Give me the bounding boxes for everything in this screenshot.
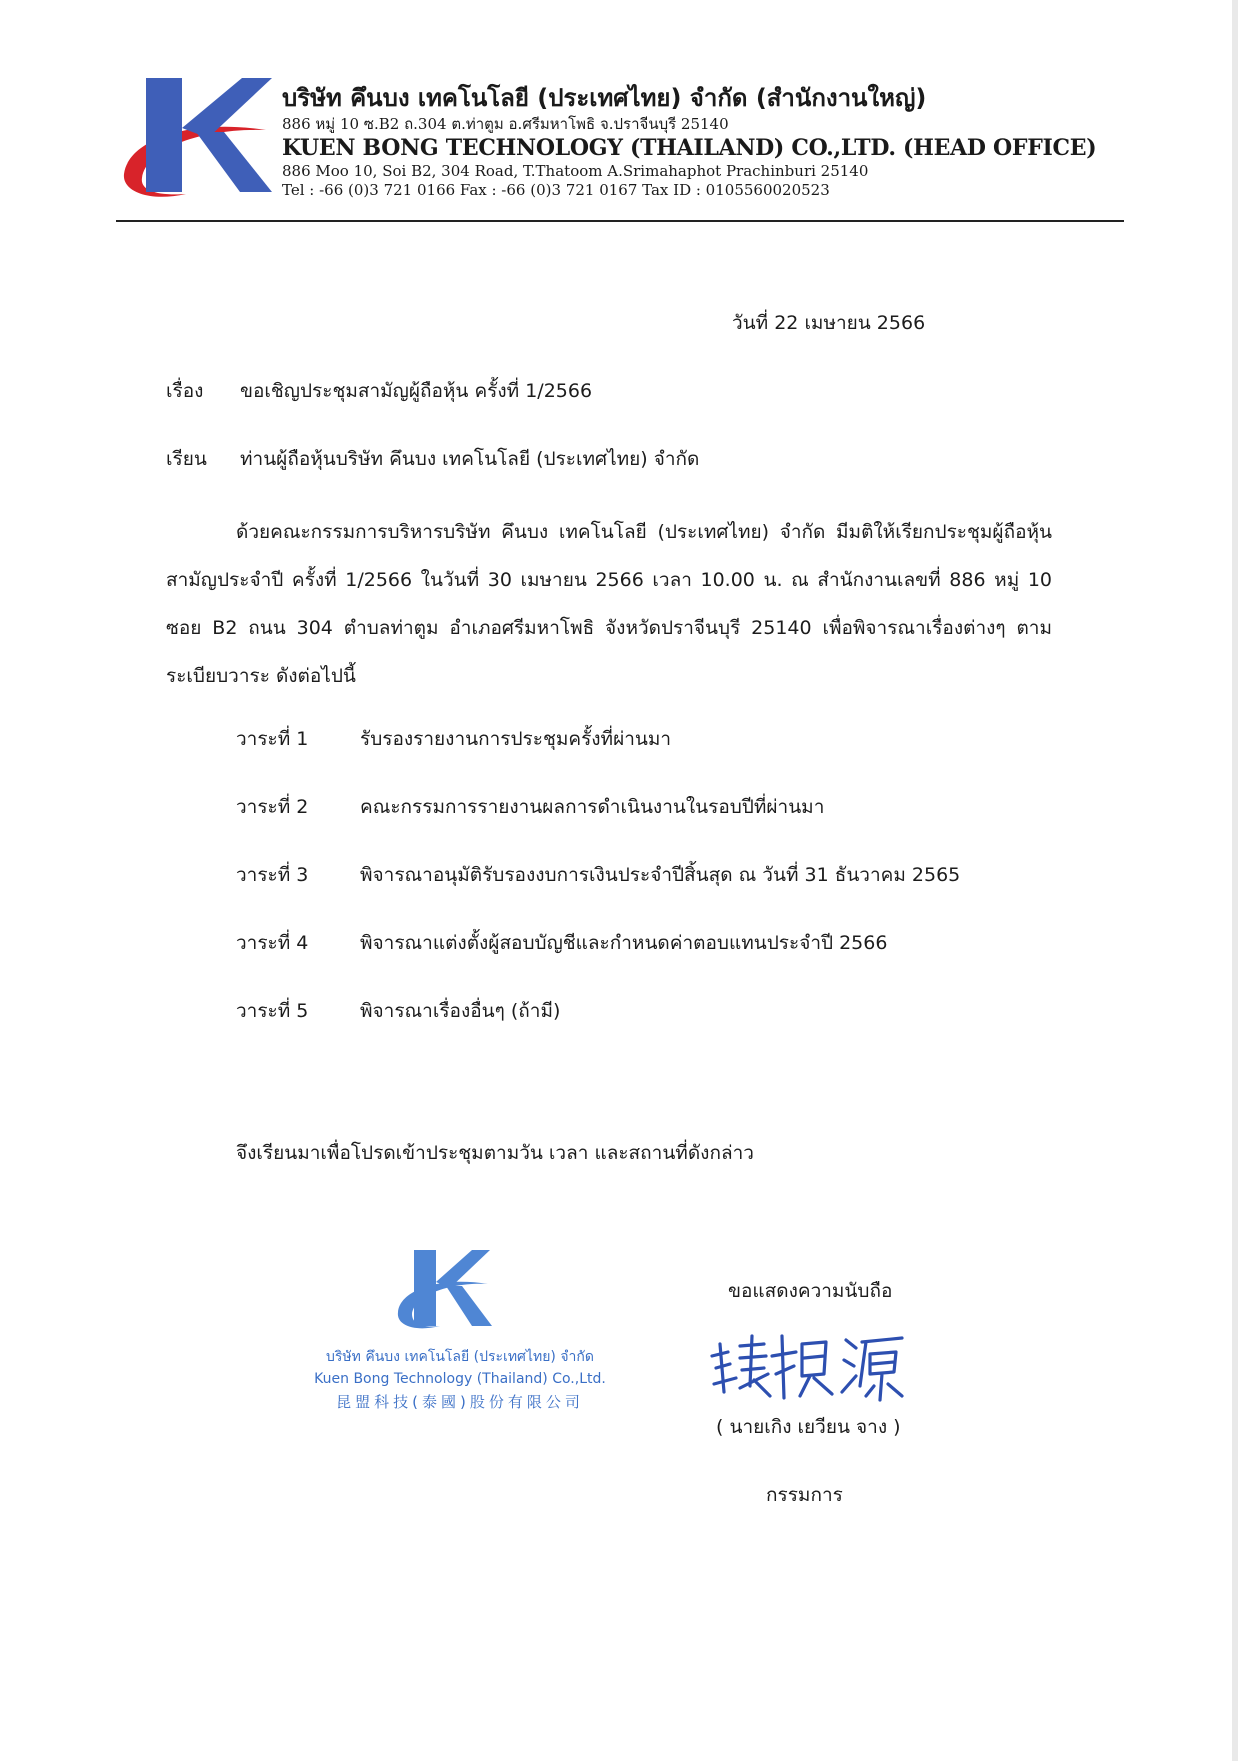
regards-text: ขอแสดงความนับถือ — [728, 1280, 893, 1302]
agenda-item — [236, 724, 1056, 792]
agenda-list — [236, 724, 1056, 1064]
recipient-label: เรียน — [166, 448, 207, 470]
agenda-label: วาระที่ 4 — [236, 932, 309, 954]
agenda-text: รับรองรายงานการประชุมครั้งที่ผ่านมา — [360, 728, 672, 750]
agenda-text: คณะกรรมการรายงานผลการดำเนินงานในรอบปีที่ผ่านมา — [360, 796, 825, 818]
handwritten-signature — [706, 1326, 906, 1406]
stamp-name-en: Kuen Bong Technology (Thailand) Co.,Ltd. — [314, 1371, 606, 1387]
letterhead — [282, 82, 1112, 200]
agenda-label: วาระที่ 5 — [236, 1000, 309, 1022]
signer-position: กรรมการ — [766, 1484, 843, 1506]
agenda-text: พิจารณาอนุมัติรับรองงบการเงินประจำปีสิ้นสุด ณ วันที่ 31 ธันวาคม 2565 — [360, 864, 961, 886]
agenda-item — [236, 928, 1056, 996]
company-name-en: KUEN BONG TECHNOLOGY (THAILAND) CO.,LTD. (HEAD OFFICE) — [282, 135, 1097, 161]
scan-edge — [1232, 0, 1238, 1761]
company-name-th: บริษัท คึนบง เทคโนโลยี (ประเทศไทย) จำกัด (สำนักงานใหญ่) — [282, 84, 927, 112]
company-address-th: 886 หมู่ 10 ซ.B2 ถ.304 ต.ท่าตูม อ.ศรีมหาโพธิ จ.ปราจีนบุรี 25140 — [282, 115, 729, 133]
agenda-item — [236, 792, 1056, 860]
agenda-item — [236, 860, 1056, 928]
stamp-name-cn: 昆盟科技(泰國)股份有限公司 — [336, 1393, 584, 1411]
closing-line: จึงเรียนมาเพื่อโปรดเข้าประชุมตามวัน เวลา และสถานที่ดังกล่าว — [236, 1142, 754, 1164]
letter-date: วันที่ 22 เมษายน 2566 — [732, 312, 926, 334]
company-stamp-logo-icon — [392, 1250, 492, 1334]
company-logo-icon — [116, 78, 272, 204]
signer-name: ( นายเกิง เยวียน จาง ) — [716, 1416, 901, 1438]
agenda-label: วาระที่ 2 — [236, 796, 309, 818]
intro-paragraph: ด้วยคณะกรรมการบริหารบริษัท คึนบง เทคโนโลยี (ประเทศไทย) จำกัด มีมติให้เรียกประชุมผู้ถือหุ้นสามัญประจำปี ครั้งที่ 1/2566 ในวันที่ 30 เมษายน 2566 เวลา 10.00 น. ณ สำนักงานเลขที่ 886 หมู่ 10 ซอย B2 ถนน 304 ตำบลท่าตูม อำเภอศรีมหาโพธิ จังหวัดปราจีนบุรี 25140 เพื่อพิจารณาเรื่องต่างๆ ตามระเบียบวาระ ดังต่อไปนี้ — [166, 521, 1052, 687]
agenda-item — [236, 996, 1056, 1064]
subject-label: เรื่อง — [166, 380, 204, 402]
company-address-en: 886 Moo 10, Soi B2, 304 Road, T.Thatoom A.Srimahaphot Prachinburi 25140 — [282, 162, 869, 180]
company-contact: Tel : -66 (0)3 721 0166 Fax : -66 (0)3 721 0167 Tax ID : 0105560020523 — [282, 181, 830, 199]
company-stamp — [300, 1346, 620, 1414]
recipient-value: ท่านผู้ถือหุ้นบริษัท คึนบง เทคโนโลยี (ประเทศไทย) จำกัด — [240, 448, 700, 470]
stamp-name-th: บริษัท คึนบง เทคโนโลยี (ประเทศไทย) จำกัด — [326, 1349, 594, 1365]
letterhead-divider — [116, 220, 1124, 222]
agenda-text: พิจารณาแต่งตั้งผู้สอบบัญชีและกำหนดค่าตอบแทนประจำปี 2566 — [360, 932, 888, 954]
agenda-label: วาระที่ 1 — [236, 728, 309, 750]
subject-value: ขอเชิญประชุมสามัญผู้ถือหุ้น ครั้งที่ 1/2566 — [240, 380, 593, 402]
agenda-label: วาระที่ 3 — [236, 864, 309, 886]
agenda-text: พิจารณาเรื่องอื่นๆ (ถ้ามี) — [360, 1000, 561, 1022]
